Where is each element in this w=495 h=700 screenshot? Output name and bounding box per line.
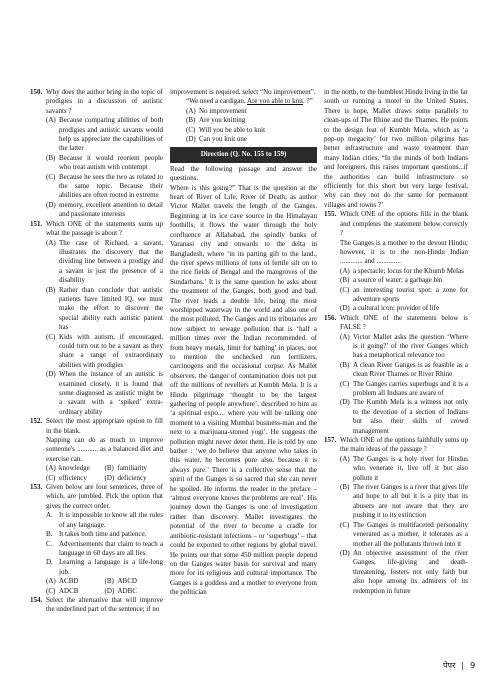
column-right	[324, 88, 468, 596]
question-154-sentence: “We need a cardigan. Are you able to knit. ?”	[186, 97, 313, 106]
direction-text: Read the following passage and answer the questions.	[170, 164, 317, 183]
question-stem: Select the alternative that will improve the underlined part of the sentence; if no	[46, 595, 163, 614]
question-stem: Select the most appropriate option to fill in the blank.	[46, 417, 163, 435]
option-d: (D) ADBC	[104, 586, 137, 595]
option-d: (D) a cultural icon; provider of life	[340, 304, 440, 313]
option-b: (B) ABCD	[104, 577, 137, 586]
question-stem: Which ONE of the statements below is FALSE ?	[340, 313, 468, 332]
options-row	[30, 587, 163, 596]
question-152	[30, 417, 163, 464]
options-row	[30, 464, 163, 473]
option-c: (C) The Ganges carries superbugs and it is a problem all Indians are aware of	[340, 379, 468, 397]
option-b: (B) Because it would reorient people who treat autism with contempt	[46, 153, 163, 172]
question-151	[30, 220, 163, 418]
option-a: (A) No improvement	[186, 106, 247, 115]
option-c: (C) efficiency	[46, 473, 87, 482]
page-number: 9	[470, 661, 476, 670]
question-stem: Which ONE of the options faithfully sums up the main ideas of the passage ?	[340, 436, 468, 454]
option-b: (B) The river Ganges is a river that gives life and hope to all but it is a pity that its abusers are not aware that they are pushing it to its extinction	[340, 483, 468, 520]
option-d: (D) An objective assessment of the river Ganges, life-giving and death-threatening, fosters not only faith but also hope among its admirers of its redemption in future	[340, 548, 468, 595]
question-150	[30, 88, 163, 220]
question-157	[324, 436, 468, 596]
footer-label: पेपर	[443, 661, 456, 670]
option-d: (D) Can you knit one	[186, 135, 248, 144]
option-a: (A) a spectacle; locus for the Khumb Melas	[340, 266, 464, 275]
option-d: (D) deficiency	[104, 473, 147, 482]
option-c: (C) Will you be able to knit	[186, 125, 266, 134]
option-a: (A) Because comparing abilities of both prodigies and autistic savants would help us appreciate the capabilities of the latter	[46, 116, 163, 153]
option-d: (D) The Kumbh Mela is a witness not only to the devotion of a section of Indians but also their skills of crowd management	[340, 398, 468, 435]
question-stem: Given below are four sentences, three of which, are jumbled. Pick the option that gives the correct order.	[46, 483, 163, 510]
option-c: (C) an interesting tourist spot: a zone for adventure sports	[340, 285, 468, 303]
question-sentence: The Ganges is a mother to the devout Hindu; however, it is to the non-Hindu Indian ............. and ..............	[340, 238, 468, 266]
option-b: (B) Rather than conclude that autistic patients have limited IQ, we must make the effort to discover the special ability each autistic patient has	[46, 285, 163, 332]
column-middle	[170, 88, 317, 598]
question-number: 155.	[324, 210, 337, 219]
option-a: (A) The case of Richard, a savant, illustrates the discovery that the dividing line between a prodigy and a savant is just the presence of a disability	[46, 238, 163, 285]
question-number: 157.	[324, 436, 337, 445]
option-d: (D) memory, excellent attention to detail and passionate interests	[46, 200, 163, 219]
option-b: (B) Are you knitting	[186, 116, 246, 125]
question-number: 156.	[324, 313, 337, 322]
question-number: 151.	[30, 219, 43, 228]
page-footer	[440, 660, 478, 671]
sentence-b: B. It takes both time and patience.	[46, 530, 147, 539]
question-number: 152.	[30, 417, 43, 426]
question-155	[324, 210, 468, 313]
sentence-a: A. It is impossible to know all the rules of any language.	[46, 511, 163, 529]
reading-passage-end: in the north, to the humblest Hindu living in the far south or running a motel in the United States. There is hope, Mallet draws some parallels to clean-ups of The Rhine and the Thames. He points to the design feat of Kumbh Mela. which as ‘a pop-up megacity’ for two million pilgrims has better infrastructure and waste treatment than many Indian cities, “In the minds of both Indians and foreigners, this raises important questions...if the authorities can build infrastructure so efficiently for this short but very large festival, why can they not do the same for permanent villages and towns ?’	[324, 88, 468, 209]
sentence-c: C. Advertisements that claim to teach a language in 60 days are all lies.	[46, 539, 163, 557]
sentence-d: D. Learning a language is a life-long job.	[46, 558, 163, 576]
option-d: (D) When the instance of an autistic is examined closely, it is found that some diagnosed as autistic might be a savant with a ‘spiked’ extra-ordinary ability	[46, 370, 163, 416]
question-154-continued: improvement is required, select “No improvement”.	[170, 88, 316, 96]
question-stem: Why does the author bring in the topic of prodigies in a discussion of autistic savants ?	[46, 88, 163, 115]
option-b: (B) a source of water; a garbage bin	[340, 276, 443, 285]
question-156	[324, 314, 468, 436]
option-c: (C) Because he sees the two as related to the same topic. Because their abilities are often rooted in extreme	[46, 172, 163, 200]
option-a: (A) Victor Mallet asks the question ‘Where is it going?’ of the river Ganges which has a metaphorical relevance too	[340, 332, 468, 360]
question-number: 154.	[30, 595, 43, 604]
option-a: (A) knowledge	[46, 464, 90, 473]
option-c: (C) Kids with autism, if encouraged, could turn out to be a savant as they share a range of extraordinary abilities with prodigies	[46, 332, 163, 369]
option-c: (C) The Ganges is multifaceted personality venerated as a mother, it tolerates as a mother all the pollutants thrown into it	[340, 520, 468, 548]
reading-passage: Where is this going?” That is the question at the heart of River of Life, River of Death, as author Victor Mallet travels the length of the Ganges. Beginning at its ice cave source in the Himalayan foothills, it flows the water through the holy confluence at Allahabad, the spindly banks of Varanasi city and onwards to the delta in Bangladesh, where ‘in its parting gift to the land., the river spews millions of tons of fertile silt on to the rice fields of Bengal and the mangroves of the Sundarbans.’ It is the same question he asks about the treatment of the Ganges, both good and bad. The river leads a double life, being the most worshipped waterway in the world and also one of the most polluted. The Ganges and its tributaries are now subject to sewage pollution that is ‘half a million times over the Indian recommended. of from heavy metals, limit for bathing’ in places, not to mention the unchecked run fertilizers, carcinogens and the occasional corpse. As Mallet observes, the danger of contamination does not put off the millions of revellers at Kumbh Mela. It is a Hindu pilgrimage ‘thought to be the largest gathering of people anywhere’, described to him as ‘a spiritual expo.... where you will be talking one moment to a visiting Mumbai business-man and the next to a marijuana-stoned yogi’. He suggests the pollution might never deter them. He is told by one bather : ‘we do believe that anyone who takes in this water, he becomes pure also, because it is always pure.’ There is a collective sense that the spirit of the Ganges is so sacred that she can never be spoiled. He informs the reader in the preface – ‘almost everyone knows the problems are real’. His journey down the Ganges is one of investigation rather than discovery. Mallet investigates the potential of the river to become a cradle for antibiotic-resistant infections – or ‘superbugs’ – that could be exported to other regions by global travel. He points out that some 450 million people depend on the Ganges water basin for survival and many more for its religious and cultural importance. The Ganges is a goddess and a mother to everyone from the politician	[170, 183, 317, 597]
option-a: (A) The Ganges is a holy river for Hindus who venerate it, live off it but also pollute it	[340, 454, 468, 482]
question-number: 153.	[30, 483, 43, 492]
option-c: (C) ADCB	[46, 586, 79, 595]
question-153	[30, 483, 163, 577]
direction-header: Direction (Q. No. 155 to 159)	[170, 147, 317, 162]
option-b: (B) familiarity	[104, 464, 148, 473]
question-number: 150.	[30, 88, 43, 96]
option-b: (B) A clean River Ganges is as feasible as a clean River Thames or River Rhine	[340, 360, 468, 379]
options-row	[30, 474, 163, 483]
question-154-options	[170, 107, 317, 145]
footer-separator: |	[461, 661, 465, 670]
question-stem: Which ONE of the options fills in the blank and completes the statement below correctly ?	[340, 210, 468, 238]
options-row	[30, 577, 163, 586]
option-a: (A) ACBD	[46, 577, 79, 586]
column-left	[30, 88, 163, 615]
question-sentence: Napping can do as much to improve someone's ............ as a balanced diet and exercise can.	[46, 436, 163, 463]
question-stem: Which ONE of the statements sums up what the passage is about ?	[46, 219, 163, 238]
underlined-part: Are you able to knit	[247, 97, 304, 106]
question-154	[30, 596, 163, 615]
